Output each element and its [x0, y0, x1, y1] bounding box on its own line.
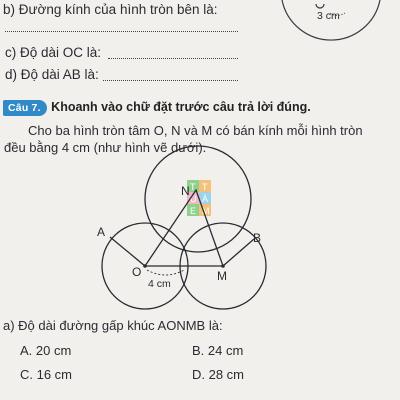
question-a — [3, 318, 223, 333]
label-b: B — [253, 231, 262, 245]
watermark-letter-3: U — [190, 194, 197, 204]
watermark-letter-5: E — [190, 206, 197, 216]
cau7-title: Khoanh vào chữ đặt trước câu trả lời đúng. — [51, 100, 311, 114]
label-o: O — [132, 265, 142, 279]
cau7-para-line2: đều bằng 4 cm (như hình vẽ dưới). — [4, 140, 207, 155]
point-o — [143, 264, 147, 268]
question-d-text: d) Độ dài AB là: — [5, 67, 99, 82]
option-a[interactable]: A. 20 cm — [20, 343, 72, 358]
watermark-letter-2: T — [202, 182, 208, 192]
label-m: M — [217, 269, 227, 283]
top-circle-radius-label: 3 cm — [317, 10, 340, 22]
label-a: A — [97, 225, 106, 239]
cau7-badge: Câu 7. — [3, 100, 47, 116]
question-c-text: c) Độ dài OC là: — [5, 45, 102, 60]
radius-mark — [147, 270, 184, 275]
label-n: N — [181, 184, 190, 198]
option-b[interactable]: B. 24 cm — [192, 343, 244, 358]
option-d[interactable]: D. 28 cm — [192, 367, 245, 382]
watermark-letter-6: M — [202, 206, 210, 216]
watermark-letter-1: T — [190, 182, 196, 192]
cau7-para-line1: Cho ba hình tròn tâm O, N và M có bán kính mỗi hình tròn — [28, 123, 363, 138]
point-m — [221, 264, 225, 268]
watermark-letter-4: À — [202, 194, 209, 204]
label-radius: 4 cm — [148, 278, 171, 290]
option-c[interactable]: C. 16 cm — [20, 367, 73, 382]
question-a-text: a) Độ dài đường gấp khúc AONMB là: — [3, 318, 223, 333]
question-b-text: b) Đường kính của hình tròn bên là: — [3, 2, 218, 17]
